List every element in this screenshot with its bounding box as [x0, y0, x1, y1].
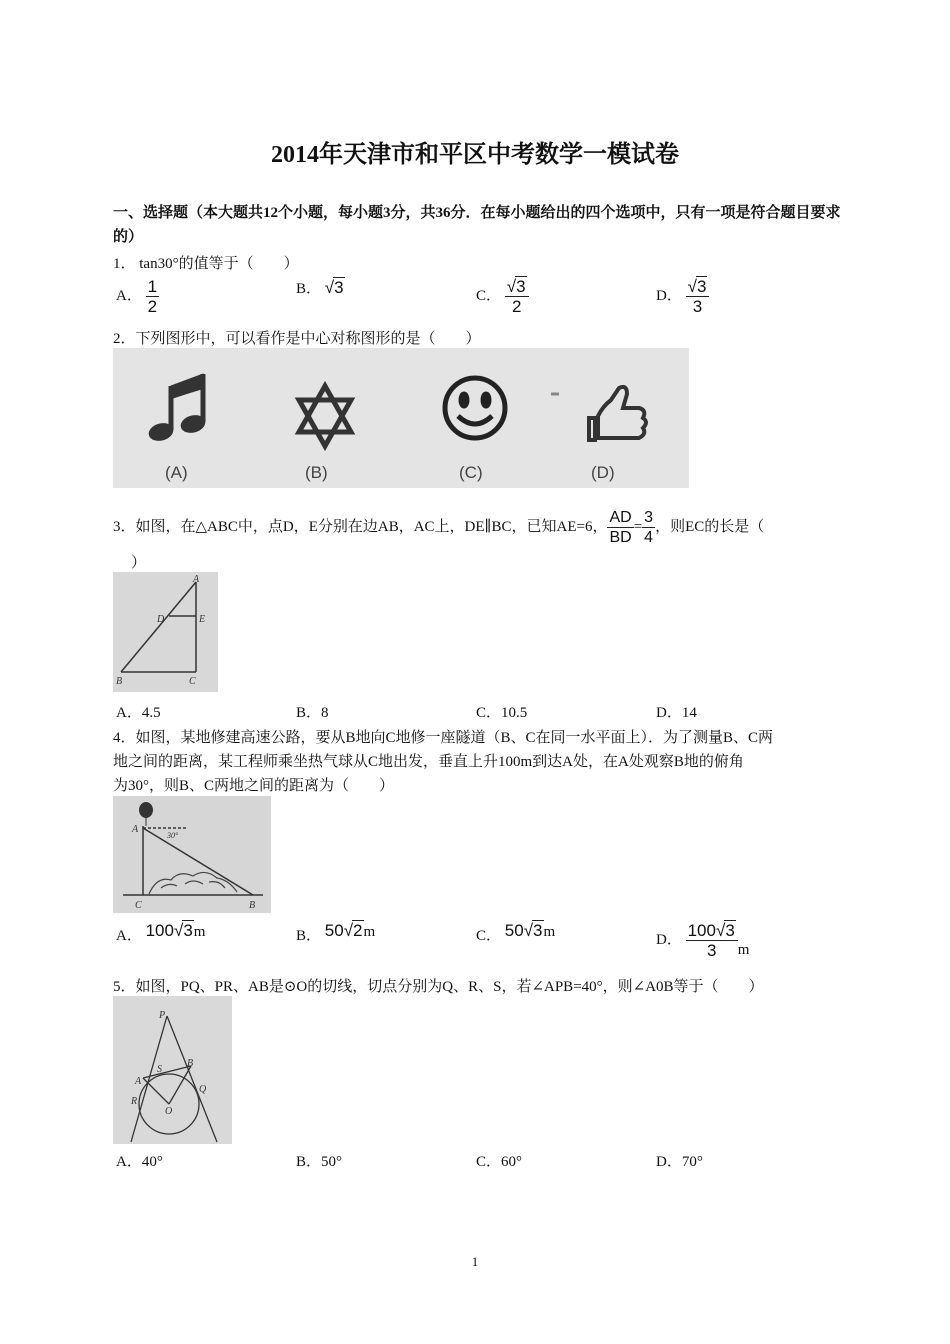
q1-a-numerator: 1	[147, 277, 158, 296]
q4-d-unit: m	[737, 941, 750, 958]
question-2-stem: 2．下列图形中，可以看作是中心对称图形的是（ ）	[113, 331, 481, 347]
q4-label-angle: 30°	[167, 831, 179, 840]
q4-option-d-label: D．	[656, 931, 682, 948]
q5-option-b[interactable]: B．50°	[296, 1154, 343, 1170]
q1-option-d[interactable]	[656, 277, 709, 316]
q3-option-a[interactable]: A．4.5	[116, 705, 161, 721]
q3-frac1-den: BD	[609, 529, 632, 546]
q5-label-r: R	[131, 1096, 138, 1107]
q5-label-a: A	[135, 1076, 142, 1087]
q1-option-b-label: B．	[296, 281, 322, 297]
q1-option-a-label: A．	[116, 287, 142, 304]
question-5-stem: 5．如图，PQ、PR、AB是⊙O的切线，切点分别为Q、R、S，若∠APB=40°，则∠A0B等于（ ）	[113, 979, 764, 995]
q5-circle-tangent-figure	[113, 996, 232, 1144]
q4-label-a: A	[132, 824, 139, 835]
q1-d-denominator: 3	[692, 297, 703, 316]
q3-stem-part1: 3．如图，在△ABC中，点D，E分别在边AB，AC上，DE∥BC，已知AE=6，	[113, 518, 608, 535]
q4-a-expression: 100√3	[145, 921, 193, 940]
q4-c-unit: m	[543, 924, 556, 940]
q4-option-c-label: C．	[476, 928, 502, 944]
q3-option-b[interactable]: B．8	[296, 705, 329, 721]
question-1-stem: 1． tan30°的值等于（ ）	[113, 256, 299, 272]
q3-fraction-3-4	[642, 508, 655, 547]
q1-option-a[interactable]	[116, 277, 159, 316]
q3-option-d[interactable]: D．14	[656, 705, 697, 721]
q3-label-d: D	[157, 614, 165, 625]
q2-label-c: (C)	[459, 463, 483, 482]
q4-stem-line3: 为30°，则B、C两地之间的距离为（ ）	[113, 778, 395, 794]
q3-frac2-num: 3	[644, 509, 654, 526]
q1-option-d-fraction	[686, 277, 710, 316]
q1-c-radicand: 3	[516, 277, 526, 296]
q4-b-expression: 50√2	[324, 921, 363, 940]
q1-option-c[interactable]	[476, 277, 529, 316]
q5-label-b: B	[187, 1058, 194, 1069]
q4-balloon-figure	[113, 796, 271, 913]
q5-option-c[interactable]: C．60°	[476, 1154, 523, 1170]
q1-option-b[interactable]	[296, 277, 345, 298]
q1-d-numerator: √3	[686, 277, 710, 297]
page-title: 2014年天津市和平区中考数学一模试卷	[271, 142, 679, 168]
q4-c-radicand: 3	[533, 921, 543, 940]
question-3-stem	[113, 508, 764, 547]
mountain-icon	[149, 872, 237, 894]
q1-b-radicand: 3	[334, 278, 344, 297]
q4-c-coef: 50	[504, 921, 524, 940]
hot-air-balloon-icon	[139, 802, 153, 826]
q3-triangle-figure	[113, 572, 218, 692]
q4-d-radicand: 3	[725, 921, 735, 940]
q2-label-a: (A)	[165, 463, 188, 482]
q3-label-c: C	[189, 676, 196, 687]
q1-d-radicand: 3	[696, 277, 707, 296]
q4-option-a[interactable]	[116, 921, 205, 945]
q3-stem-part2: ，则EC的长是（	[655, 518, 765, 535]
q4-d-denominator: 3	[706, 941, 717, 960]
section-heading: 一、选择题（本大题共12个小题，每小题3分，共36分．在每小题给出的四个选项中，只有一项是符合题目要求的）	[113, 205, 841, 245]
q3-frac2-den: 4	[644, 529, 654, 546]
q4-c-expression: 50√3	[504, 921, 543, 940]
q4-stem-line2: 地之间的距离，某工程师乘坐热气球从C地出发，垂直上升100m到达A处，在A处观察B地的俯角	[113, 754, 744, 770]
q4-d-coef: 100	[687, 921, 716, 940]
q4-a-unit: m	[193, 924, 206, 940]
q4-b-coef: 50	[324, 921, 344, 940]
q5-option-d[interactable]: D．70°	[656, 1154, 703, 1170]
q5-option-a[interactable]: A．40°	[116, 1154, 163, 1170]
q1-a-denominator: 2	[147, 297, 158, 316]
q3-equals: =	[633, 518, 643, 535]
q4-option-a-label: A．	[116, 928, 142, 944]
q4-d-numerator: 100√3	[686, 921, 738, 941]
q4-b-unit: m	[363, 924, 376, 940]
q4-option-b-label: B．	[296, 928, 322, 944]
q1-option-c-fraction	[505, 277, 529, 316]
q1-c-denominator: 2	[511, 297, 522, 316]
q5-label-p: P	[159, 1010, 166, 1021]
smiley-face-icon	[445, 378, 505, 438]
q5-label-s: S	[157, 1064, 162, 1075]
q3-option-c[interactable]: C．10.5	[476, 705, 528, 721]
q1-option-c-label: C．	[476, 287, 502, 304]
q1-option-a-fraction	[146, 277, 159, 316]
q1-c-numerator: √3	[505, 277, 529, 297]
q3-label-b: B	[116, 676, 123, 687]
q1-b-sqrt: √3	[324, 278, 344, 297]
q4-option-c[interactable]	[476, 921, 555, 945]
q3-stem-close-paren: ）	[131, 555, 147, 571]
q4-d-fraction	[686, 921, 738, 960]
q4-a-coef: 100	[145, 921, 174, 940]
q4-label-b: B	[249, 900, 256, 911]
q5-label-o: O	[165, 1106, 173, 1117]
q3-fraction-ad-bd	[607, 508, 633, 547]
q3-label-e: E	[199, 614, 206, 625]
star-of-david-icon	[299, 386, 351, 446]
q4-b-radicand: 2	[353, 921, 363, 940]
q2-label-d: (D)	[591, 463, 615, 482]
page-number: 1	[471, 1254, 479, 1269]
q2-figure-strip	[113, 348, 689, 488]
q5-label-q: Q	[199, 1084, 207, 1095]
thumbs-up-icon	[589, 387, 646, 440]
q2-label-b: (B)	[305, 463, 328, 482]
q4-option-b[interactable]	[296, 921, 375, 945]
music-note-icon	[147, 374, 206, 443]
q1-option-d-label: D．	[656, 287, 682, 304]
q4-option-d[interactable]	[656, 921, 749, 960]
q3-label-a: A	[193, 574, 200, 585]
q3-frac1-num: AD	[609, 509, 632, 526]
q4-stem-line1: 4．如图，某地修建高速公路，要从B地向C地修一座隧道（B、C在同一水平面上）．为了测量B、C两	[113, 730, 774, 746]
q4-label-c: C	[135, 900, 142, 911]
q4-a-radicand: 3	[183, 921, 193, 940]
